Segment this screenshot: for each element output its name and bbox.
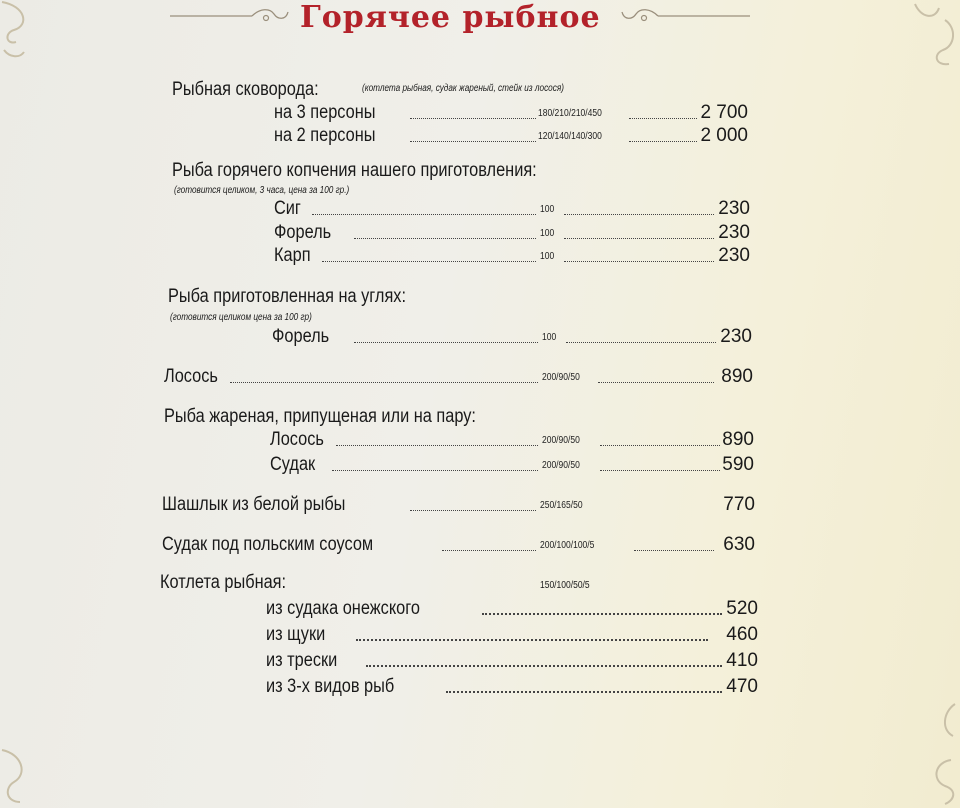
dot-leader — [629, 141, 697, 142]
title-flourish-left-icon — [170, 6, 290, 26]
corner-ornament-bottom-left-icon — [0, 740, 40, 808]
item-weight: 200/90/50 — [542, 372, 580, 383]
dot-leader — [564, 214, 714, 215]
item-price: 230 — [720, 326, 752, 347]
dot-leader — [634, 550, 714, 551]
menu-row-pan-2 — [274, 125, 748, 147]
item-price: 2 700 — [700, 102, 748, 123]
page-title: Горячее рыбное — [300, 0, 601, 35]
menu-row-pan-3 — [274, 102, 748, 124]
item-name: на 2 персоны — [274, 125, 376, 146]
item-name: Сиг — [274, 198, 301, 219]
dot-leader — [336, 445, 538, 446]
item-price: 230 — [718, 198, 750, 219]
menu-row-cutlet-cod — [266, 650, 758, 672]
item-name: Шашлык из белой рыбы — [162, 494, 346, 515]
item-name: Форель — [272, 326, 330, 347]
menu-row-smoked-carp — [274, 245, 750, 267]
item-price: 470 — [726, 676, 758, 697]
item-price: 460 — [726, 624, 758, 645]
section-heading-fried: Рыба жареная, припущеная или на пару: — [164, 406, 476, 427]
section-note-smoked: (готовится целиком, 3 часа, цена за 100 гр.) — [174, 185, 350, 196]
item-name: Лосось — [164, 366, 218, 387]
dot-leader — [354, 342, 538, 343]
dot-leader — [566, 342, 716, 343]
dot-leader — [322, 261, 536, 262]
dot-leader — [312, 214, 536, 215]
dot-leader — [410, 118, 536, 119]
dot-leader — [356, 639, 708, 641]
dot-leader — [442, 550, 536, 551]
item-weight: 180/210/210/450 — [538, 108, 602, 119]
item-name: из щуки — [266, 624, 326, 645]
dot-leader — [600, 470, 720, 471]
dot-leader — [610, 510, 710, 511]
dot-leader — [446, 691, 722, 693]
item-weight: 100 — [540, 204, 555, 215]
item-name: Форель — [274, 222, 332, 243]
menu-row-salmon — [164, 366, 753, 388]
item-name: Судак под польским соусом — [162, 534, 374, 555]
item-price: 590 — [722, 454, 754, 475]
menu-row-smoked-sig — [274, 198, 750, 220]
menu-row-fried-zander — [270, 454, 754, 476]
corner-ornament-bottom-right-icon — [915, 700, 960, 808]
item-price: 410 — [726, 650, 758, 671]
dot-leader — [366, 665, 722, 667]
menu-row-cutlet-pike — [266, 624, 758, 646]
dot-leader — [354, 238, 536, 239]
dot-leader — [410, 510, 536, 511]
item-weight: 200/90/50 — [542, 460, 580, 471]
item-price: 890 — [722, 429, 754, 450]
corner-ornament-top-left-icon — [0, 0, 40, 60]
section-heading-smoked: Рыба горячего копчения нашего приготовления: — [172, 160, 537, 181]
menu-row-polish-zander — [162, 534, 755, 556]
item-price: 520 — [726, 598, 758, 619]
menu-row-fried-salmon — [270, 429, 754, 451]
item-name: Судак — [270, 454, 316, 475]
item-name: из судака онежского — [266, 598, 420, 619]
item-name: из трески — [266, 650, 338, 671]
section-note-pan: (котлета рыбная, судак жареный, стейк из лосося) — [362, 83, 564, 94]
dot-leader — [332, 470, 538, 471]
item-price: 770 — [723, 494, 755, 515]
item-weight: 200/90/50 — [542, 435, 580, 446]
dot-leader — [629, 118, 697, 119]
section-note-coals: (готовится целиком цена за 100 гр) — [170, 312, 312, 323]
item-weight: 200/100/100/5 — [540, 540, 595, 551]
menu-row-cutlet-onega — [266, 598, 758, 620]
dot-leader — [600, 445, 720, 446]
menu-row-shashlik — [162, 494, 755, 516]
menu-row-coals-trout — [272, 326, 752, 348]
item-name: из 3-х видов рыб — [266, 676, 395, 697]
section-heading-coals: Рыба приготовленная на углях: — [168, 286, 407, 307]
menu-row-smoked-trout — [274, 222, 750, 244]
corner-ornament-top-right-icon — [905, 0, 960, 70]
section-heading-pan: Рыбная сковорода: — [172, 79, 319, 100]
item-price: 890 — [721, 366, 753, 387]
item-name: на 3 персоны — [274, 102, 376, 123]
item-weight: 250/165/50 — [540, 500, 583, 511]
item-price: 2 000 — [700, 125, 748, 146]
dot-leader — [230, 382, 538, 383]
dot-leader — [564, 261, 714, 262]
item-price: 630 — [723, 534, 755, 555]
item-price: 230 — [718, 245, 750, 266]
cutlet-weight: 150/100/50/5 — [540, 580, 590, 591]
menu-row-cutlet-three — [266, 676, 758, 698]
dot-leader — [410, 141, 536, 142]
section-heading-cutlet: Котлета рыбная: — [160, 572, 287, 593]
dot-leader — [482, 613, 722, 615]
item-weight: 100 — [540, 228, 555, 239]
item-price: 230 — [718, 222, 750, 243]
item-name: Карп — [274, 245, 311, 266]
dot-leader — [598, 382, 714, 383]
title-flourish-right-icon — [620, 6, 750, 26]
item-name: Лосось — [270, 429, 324, 450]
item-weight: 120/140/140/300 — [538, 131, 602, 142]
item-weight: 100 — [540, 251, 555, 262]
dot-leader — [564, 238, 714, 239]
item-weight: 100 — [542, 332, 557, 343]
